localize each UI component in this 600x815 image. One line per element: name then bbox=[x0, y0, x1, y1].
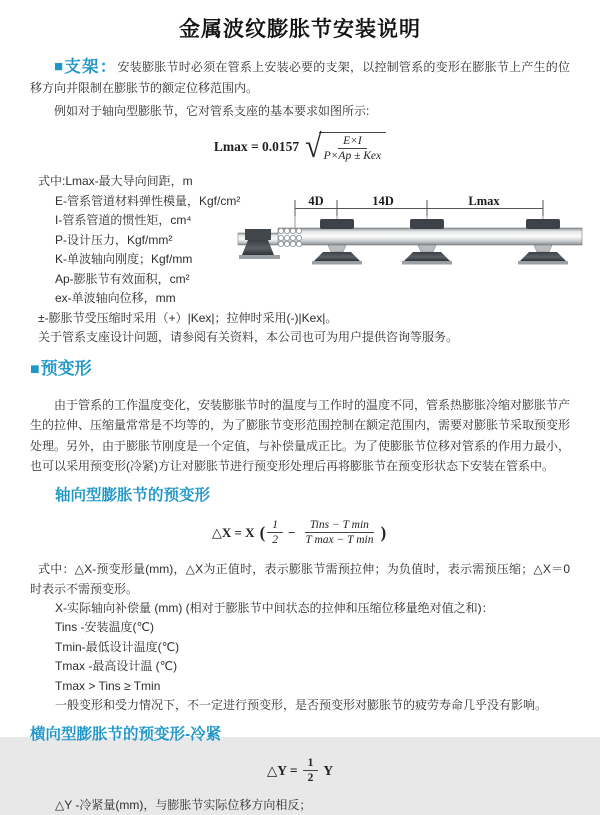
page-title: 金属波纹膨胀节安装说明 bbox=[179, 18, 421, 41]
t-denominator: T max − T min bbox=[305, 534, 374, 547]
predeform-paragraph: 由于管系的工作温度变化，安装膨胀节时的温度与工作时的温度不同，管系热膨胀冷缩对膨胀节产生的拉伸、压缩量常常是不均等的，为了膨胀节变形范围控制在额定范围内，需要对膨胀节采取预变形处理。另外，由于膨胀节刚度是一个定值，与补偿量成正比。为了使膨胀节位移对管系的作用力最小，也可以采用预变形(冷紧)方让对膨胀节进行预变形处理后再将膨胀节在预变形状态下安装在管系中。 bbox=[30, 397, 571, 474]
formula-axial-lhs: △X = X bbox=[211, 524, 255, 540]
pipe-support-diagram bbox=[236, 191, 590, 279]
definition-line: Tmax -最高设计温 (℃) bbox=[55, 659, 178, 674]
formula-lmax-lhs: Lmax = 0.0157 bbox=[213, 139, 300, 154]
predeform-heading-text: 预变形 bbox=[40, 358, 92, 378]
half-fraction bbox=[267, 518, 283, 547]
definition-line: 关于管系支座设计问题，请参阅有关资料，本公司也可为用户提供咨询等服务。 bbox=[38, 330, 459, 344]
dim-label-14d: 14D bbox=[372, 194, 394, 208]
lateral-note: △Y -冷紧量(mm)，与膨胀节实际位移方向相反； bbox=[55, 797, 312, 812]
support-intro-text: 安装膨胀节时必须在管系上安装必要的支架，以控制管系的变形在膨胀节上产生的位移方向并限制在膨胀节的额定位移范围内。 bbox=[30, 60, 570, 95]
formula-lateral-coldpull bbox=[30, 755, 570, 787]
definition-line: ex-单波轴向位移，mm bbox=[55, 291, 176, 305]
definition-line: Tmin-最低设计温度(℃) bbox=[55, 639, 180, 654]
axial-subheading: 轴向型膨胀节的预变形 bbox=[55, 486, 211, 504]
definition-line: X-实际轴向补偿量 (mm) (相对于膨胀节中间状态的拉伸和压缩位移量绝对值之和)： bbox=[55, 600, 494, 615]
half-numerator: 1 bbox=[267, 518, 283, 533]
definition-line: K-单波轴向刚度；Kgf/mm bbox=[55, 252, 193, 266]
radical-sign: √ bbox=[305, 128, 322, 165]
support-intro-paragraph bbox=[30, 56, 570, 99]
open-paren: ( bbox=[259, 522, 266, 542]
dim-label-lmax: Lmax bbox=[468, 194, 500, 208]
definition-line: 式中:Lmax-最大导向间距，m bbox=[38, 174, 193, 188]
predeform-section-heading bbox=[30, 358, 570, 381]
t-numerator: Tins − T min bbox=[305, 518, 374, 533]
support-section-heading: 支架： bbox=[64, 58, 118, 76]
axial-explain-paragraph: 式中：△X-预变形量(mm)，△X为正值时，表示膨胀节需预拉伸；为负值时，表示需预压缩；△X＝0时表示不需预变形。 bbox=[30, 561, 570, 596]
definition-line: Tins -安装温度(℃) bbox=[55, 620, 155, 635]
main-pipe bbox=[278, 228, 582, 245]
definition-line: P-设计压力，Kgf/mm² bbox=[55, 232, 173, 247]
half-numerator: 1 bbox=[303, 756, 319, 771]
definition-line: 一般变形和受力情况下，不一定进行预变形，是否预变形对膨胀节的疲劳寿命几乎没有影响。 bbox=[55, 698, 548, 713]
formula-lmax bbox=[30, 128, 570, 166]
formula-lmax-numerator: E×I bbox=[338, 134, 367, 149]
axial-definitions bbox=[30, 599, 570, 716]
minus-sign: − bbox=[287, 524, 296, 540]
definition-line: E-管系管道材料弹性模量，Kgf/cm² bbox=[55, 193, 241, 208]
section-square-icon: ■ bbox=[30, 360, 40, 378]
definition-line: Ap-膨胀节有效面积，cm² bbox=[55, 271, 190, 286]
close-paren: ) bbox=[380, 522, 387, 542]
definition-line: Tmax > Tins ≥ Tmin bbox=[55, 678, 161, 693]
half-denominator: 2 bbox=[272, 534, 278, 547]
dim-label-4d: 4D bbox=[308, 194, 324, 208]
half-denominator: 2 bbox=[307, 772, 314, 785]
definition-line: ±-膨胀节受压缩时采用（+）|Kex|；拉伸时采用(-)|Kex|。 bbox=[38, 310, 338, 325]
formula-lmax-denominator: P×Ap ± Kex bbox=[323, 149, 382, 162]
lateral-subheading: 横向型膨胀节的预变形-冷紧 bbox=[30, 725, 222, 743]
formula-lateral-lhs: △Y = bbox=[266, 762, 298, 778]
formula-lateral-rhs: Y bbox=[323, 762, 334, 778]
formula-lmax-fraction bbox=[319, 132, 387, 163]
support-example-line: 例如对于轴向型膨胀节，它对管系支座的基本要求如图所示: bbox=[54, 104, 370, 118]
definition-line: I-管系管道的惯性矩，cm⁴ bbox=[55, 213, 192, 227]
half-fraction bbox=[303, 756, 319, 785]
formula-axial-predeform bbox=[30, 515, 570, 551]
section-square-icon: ■ bbox=[54, 58, 64, 75]
temperature-fraction bbox=[300, 518, 378, 547]
